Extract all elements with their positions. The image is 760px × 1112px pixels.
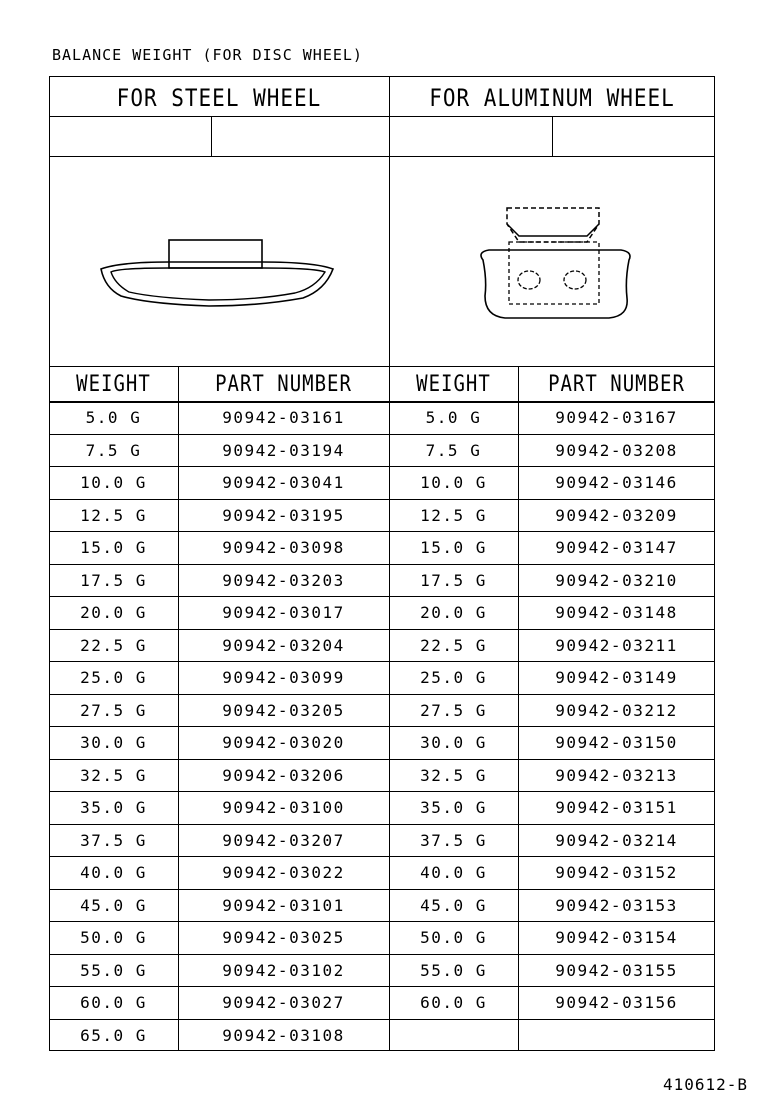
steel-weight-cell: 20.0 G (80, 603, 147, 622)
row-rule (49, 434, 715, 435)
steel-weight-cell: 65.0 G (80, 1025, 147, 1045)
row-rule (49, 1019, 715, 1020)
steel-part-number-cell: 90942-03203 (222, 570, 345, 590)
steel-weight-cell: 10.0 G (80, 473, 147, 492)
row-rule (49, 889, 715, 890)
blank-row-divider-aluminum (552, 116, 553, 156)
aluminum-part-number-cell: 90942-03155 (555, 960, 678, 980)
steel-part-number-cell: 90942-03161 (222, 408, 345, 427)
blank-row-divider-steel (211, 116, 212, 156)
steel-weight-cell: 37.5 G (80, 830, 147, 850)
steel-weight-cell: 25.0 G (80, 668, 147, 687)
aluminum-wheel-header: FOR ALUMINUM WHEEL (429, 84, 675, 112)
steel-weight-cell: 30.0 G (80, 733, 147, 752)
steel-weight-drawing (89, 226, 349, 316)
steel-weight-cell: 5.0 G (85, 408, 142, 427)
aluminum-weight-cell: 5.0 G (425, 408, 482, 427)
aluminum-weight-cell: 17.5 G (420, 570, 487, 590)
aluminum-weight-cell: 35.0 G (420, 798, 487, 817)
aluminum-part-column-header: PART NUMBER (548, 371, 685, 397)
aluminum-part-number-cell: 90942-03210 (555, 570, 678, 590)
steel-weight-clip (169, 240, 262, 268)
steel-part-number-cell: 90942-03100 (222, 798, 345, 817)
aluminum-weight-cell: 22.5 G (420, 635, 487, 655)
steel-weight-cell: 60.0 G (80, 993, 147, 1012)
balance-weight-table (49, 76, 715, 1051)
aluminum-part-number-cell: 90942-03214 (555, 830, 678, 850)
blank-row-rule (49, 156, 715, 157)
row-rule (49, 499, 715, 500)
steel-weight-column-header: WEIGHT (76, 371, 151, 397)
steel-weight-cell: 50.0 G (80, 928, 147, 947)
aluminum-weight-cell: 40.0 G (420, 863, 487, 882)
aluminum-weight-cell: 45.0 G (420, 895, 487, 915)
steel-weight-cell: 55.0 G (80, 960, 147, 980)
steel-part-number-cell: 90942-03102 (222, 960, 345, 980)
figure-code: 410612-B (662, 1075, 748, 1094)
aluminum-weight-drawing (469, 200, 639, 325)
row-rule (49, 954, 715, 955)
aluminum-part-number-cell: 90942-03149 (555, 668, 678, 687)
row-rule (49, 986, 715, 987)
alu-weight-body (481, 250, 630, 318)
steel-part-number-cell: 90942-03099 (222, 668, 345, 687)
aluminum-weight-cell: 30.0 G (420, 733, 487, 752)
alu-weight-tape-area (509, 242, 599, 304)
steel-part-number-cell: 90942-03195 (222, 505, 345, 525)
steel-weight-cell: 12.5 G (80, 505, 147, 525)
aluminum-part-number-cell: 90942-03152 (555, 863, 678, 882)
steel-weight-cell: 45.0 G (80, 895, 147, 915)
steel-part-number-cell: 90942-03022 (222, 863, 345, 882)
steel-weight-cell: 17.5 G (80, 570, 147, 590)
aluminum-weight-cell: 15.0 G (420, 538, 487, 557)
aluminum-weight-cell: 7.5 G (425, 440, 482, 460)
steel-part-number-cell: 90942-03207 (222, 830, 345, 850)
aluminum-part-number-cell: 90942-03151 (555, 798, 678, 817)
steel-weight-cell: 27.5 G (80, 700, 147, 720)
aluminum-part-number-cell: 90942-03146 (555, 473, 678, 492)
row-rule (49, 921, 715, 922)
steel-part-number-cell: 90942-03041 (222, 473, 345, 492)
steel-wheel-header: FOR STEEL WHEEL (116, 84, 322, 112)
row-rule (49, 824, 715, 825)
row-rule (49, 661, 715, 662)
steel-part-number-cell: 90942-03205 (222, 700, 345, 720)
steel-weight-cell: 22.5 G (80, 635, 147, 655)
row-rule (49, 856, 715, 857)
steel-part-number-cell: 90942-03194 (222, 440, 345, 460)
document-title: BALANCE WEIGHT (FOR DISC WHEEL) (52, 46, 363, 64)
row-rule (49, 791, 715, 792)
aluminum-weight-cell: 20.0 G (420, 603, 487, 622)
steel-weight-cell: 35.0 G (80, 798, 147, 817)
aluminum-weight-cell: 25.0 G (420, 668, 487, 687)
steel-part-number-cell: 90942-03025 (222, 928, 345, 947)
aluminum-part-number-cell: 90942-03213 (555, 765, 678, 785)
aluminum-part-number-cell: 90942-03147 (555, 538, 678, 557)
steel-part-number-cell: 90942-03204 (222, 635, 345, 655)
header-rule (49, 116, 715, 117)
aluminum-weight-cell: 60.0 G (420, 993, 487, 1012)
picture-row-rule (49, 366, 715, 367)
steel-part-number-cell: 90942-03027 (222, 993, 345, 1012)
steel-part-number-cell: 90942-03020 (222, 733, 345, 752)
row-rule (49, 759, 715, 760)
aluminum-part-number-cell: 90942-03208 (555, 440, 678, 460)
row-rule (49, 694, 715, 695)
aluminum-weight-cell: 12.5 G (420, 505, 487, 525)
aluminum-part-number-cell: 90942-03150 (555, 733, 678, 752)
aluminum-weight-cell: 50.0 G (420, 928, 487, 947)
alu-weight-hole-right (564, 271, 586, 289)
steel-weight-cell: 40.0 G (80, 863, 147, 882)
steel-weight-cell: 32.5 G (80, 765, 147, 785)
row-rule (49, 726, 715, 727)
alu-weight-hole-left (518, 271, 540, 289)
aluminum-part-number-cell: 90942-03212 (555, 700, 678, 720)
alu-weight-clip (507, 208, 599, 242)
aluminum-part-number-cell: 90942-03156 (555, 993, 678, 1012)
steel-part-number-cell: 90942-03017 (222, 603, 345, 622)
aluminum-weight-cell: 32.5 G (420, 765, 487, 785)
aluminum-part-number-cell: 90942-03148 (555, 603, 678, 622)
aluminum-part-number-cell: 90942-03209 (555, 505, 678, 525)
aluminum-part-number-cell: 90942-03154 (555, 928, 678, 947)
alu-weight-clip-top (507, 224, 599, 236)
steel-part-column-header: PART NUMBER (215, 371, 352, 397)
aluminum-part-number-cell: 90942-03167 (555, 408, 678, 427)
row-rule (49, 564, 715, 565)
steel-part-number-cell: 90942-03206 (222, 765, 345, 785)
steel-weight-cell: 15.0 G (80, 538, 147, 557)
steel-part-number-cell: 90942-03108 (222, 1025, 345, 1045)
aluminum-weight-cell: 27.5 G (420, 700, 487, 720)
row-rule (49, 629, 715, 630)
aluminum-part-number-cell: 90942-03153 (555, 895, 678, 915)
row-rule (49, 531, 715, 532)
aluminum-weight-cell: 37.5 G (420, 830, 487, 850)
aluminum-weight-column-header: WEIGHT (416, 371, 491, 397)
steel-weight-cell: 7.5 G (85, 440, 142, 460)
column-header-rule (49, 401, 715, 403)
aluminum-part-number-cell: 90942-03211 (555, 635, 678, 655)
steel-weight-body-inner (111, 268, 325, 300)
steel-part-number-cell: 90942-03101 (222, 895, 345, 915)
aluminum-weight-cell: 55.0 G (420, 960, 487, 980)
row-rule (49, 596, 715, 597)
aluminum-weight-cell: 10.0 G (420, 473, 487, 492)
row-rule (49, 466, 715, 467)
steel-part-number-cell: 90942-03098 (222, 538, 345, 557)
